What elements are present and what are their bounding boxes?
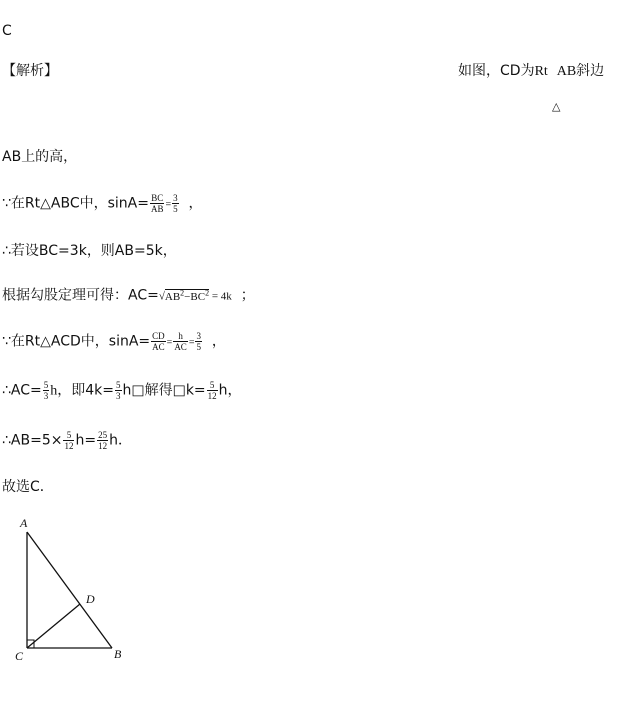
fraction-num: 5 [207,380,218,391]
line5-suffix: h， [218,382,242,399]
fraction-den: 3 [43,391,49,401]
line-sin-acd [2,331,226,353]
radicand-bc: −BC [184,290,206,303]
fraction-h-ac [173,331,188,352]
fraction-num: 3 [196,331,201,341]
line5-mid: ，即4k= [57,382,114,399]
side-ab [27,532,112,648]
answer-letter: C [2,23,12,39]
exponent: 2 [180,288,185,297]
fraction-5-3 [43,380,50,401]
sqrt-icon: √ [158,290,165,303]
line2-prefix: ∴若设 [2,243,39,259]
fraction-num: BC [151,193,164,203]
line6-suffix: h． [109,432,132,449]
line6-prefix: ∴AB=5× [2,432,63,449]
fraction-3-5 [172,193,179,214]
conclusion-choice: C [30,479,40,495]
analysis-label: 【解析】 [2,63,58,79]
sqrt-expression [159,289,232,303]
fraction-num: 5 [116,380,121,390]
conclusion-suffix: ． [39,479,54,495]
intro-ab: AB [556,64,577,79]
fraction-25-12 [97,430,108,451]
equals: = [166,337,173,349]
radicand [165,289,209,303]
fraction-5-12 [207,380,218,401]
line1-prefix: ∵在Rt△ABC中，sinA= [2,195,149,212]
intro-prefix: 如图， [458,63,500,79]
altitude-cd [27,604,80,648]
fraction-cd-ac [151,331,166,352]
line-ab-ab: AB [2,149,22,165]
intro-triangle: △ [552,100,561,113]
fraction-num: 3 [173,193,178,203]
line-ab-height [2,148,77,166]
fraction-5-12 [63,430,74,451]
line1-suffix: ， [188,195,203,212]
fraction-den: AB [150,204,164,214]
line3-prefix: 根据勾股定理可得：AC= [2,287,159,304]
fraction-den: 5 [173,204,178,214]
equals: = [165,199,172,211]
line2-bc: BC=3k [38,243,87,259]
radicand-ab: AB [164,290,181,303]
var-h: h [50,383,58,399]
intro-suffix: 斜边 [576,63,605,79]
line-sin-abc [2,193,203,215]
line4-suffix: ， [211,333,226,350]
fraction-bc-ab [150,193,165,214]
line5-solve: h□解得□k= [122,382,206,399]
intro-rt: Rt [534,64,548,79]
fraction-3-5 [195,331,202,352]
triangle-figure [0,510,170,680]
line-ab-text: 上的高， [21,149,78,165]
fraction-5-3 [115,380,122,401]
fraction-num: h [173,331,188,342]
line-pythagoras [2,284,255,306]
intro-cd: CD [500,63,521,79]
conclusion-prefix: 故选 [2,479,30,495]
fraction-num: 5 [63,430,74,441]
line3-suffix: ； [240,287,255,304]
intro-mid: 为 [520,63,535,79]
exponent: 2 [205,288,210,297]
line-suppose [2,242,177,260]
label-d: D [86,592,95,606]
fraction-den: 5 [196,342,201,352]
fraction-den: 12 [64,441,74,451]
intro-text [458,62,604,81]
fraction-den: AC [152,342,165,352]
fraction-den: AC [174,342,187,352]
equals-4k: = 4k [209,290,232,303]
fraction-den: 12 [98,441,108,451]
label-a: A [20,516,28,530]
conclusion [2,478,54,496]
fraction-num: 5 [43,380,49,390]
line6-mid: h= [75,432,97,449]
fraction-num: 25 [98,430,108,440]
fraction-den: 3 [116,391,121,401]
fraction-den: 12 [207,391,217,401]
label-c: C [15,649,24,663]
label-b: B [114,647,122,661]
line5-prefix: ∴AC= [2,382,42,399]
line-ab-value [2,430,132,451]
line4-prefix: ∵在Rt△ACD中，sinA= [2,333,151,350]
equals: = [188,337,195,349]
fraction-num: CD [152,331,165,341]
line-ac-value [2,380,242,401]
line2-mid: ，则AB=5k， [86,243,177,259]
